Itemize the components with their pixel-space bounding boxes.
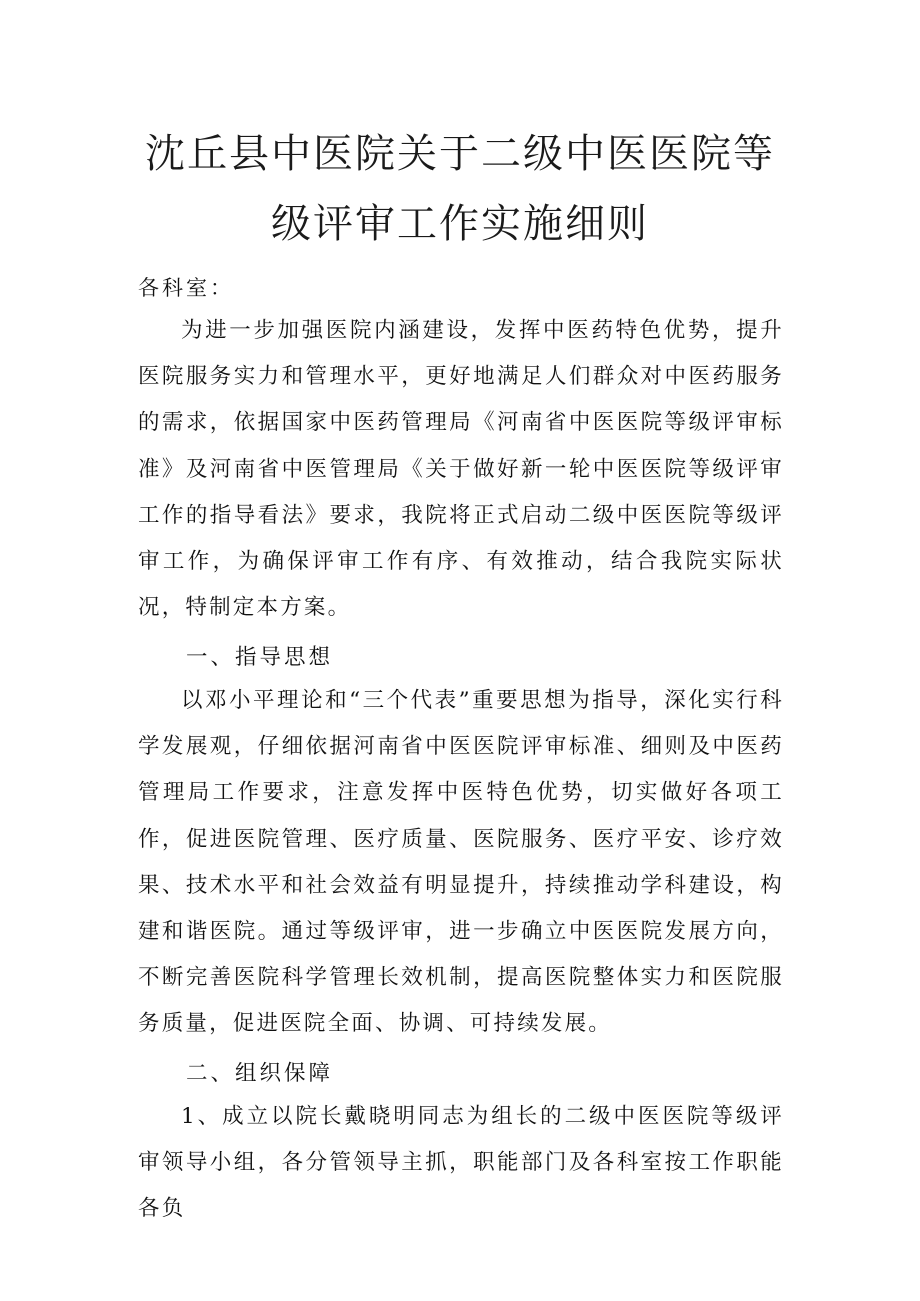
paragraph-organization: 1、成立以院长戴晓明同志为组长的二级中医医院等级评审领导小组，各分管领导主抓，职能部门及各科室按工作职能各负 — [138, 1104, 784, 1222]
paragraph-intro: 为进一步加强医院内涵建设，发挥中医药特色优势，提升医院服务实力和管理水平，更好地满足人们群众对中医药服务的需求，依据国家中医药管理局《河南省中医医院等级评审标准》及河南省中医管理局《关于做好新一轮中医医院等级评审工作的指导看法》要求，我院将正式启动二级中医医院等级评审工作，为确保评审工作有序、有效推动，结合我院实际状况，特制定本方案。 — [138, 318, 784, 621]
paragraph-guiding-ideology: 以邓小平理论和“三个代表”重要思想为指导，深化实行科学发展观，仔细依据河南省中医医院评审标准、细则及中医药管理局工作要求，注意发挥中医特色优势，切实做好各项工作，促进医院管理、医疗质量、医院服务、医疗平安、诊疗效果、技术水平和社会效益有明显提升，持续推动学科建设，构建和谐医院。通过等级评审，进一步确立中医医院发展方向，不断完善医院科学管理长效机制，提高医院整体实力和医院服务质量，促进医院全面、协调、可持续发展。 — [138, 688, 784, 1037]
document-title-line-1: 沈丘县中医院关于二级中医医院等 — [145, 131, 775, 177]
document-title-line-2: 级评审工作实施细则 — [271, 201, 649, 247]
section-heading-guiding-ideology: 一、指导思想 — [186, 645, 334, 670]
section-heading-organization: 二、组织保障 — [186, 1061, 334, 1086]
salutation: 各科室： — [138, 276, 234, 300]
